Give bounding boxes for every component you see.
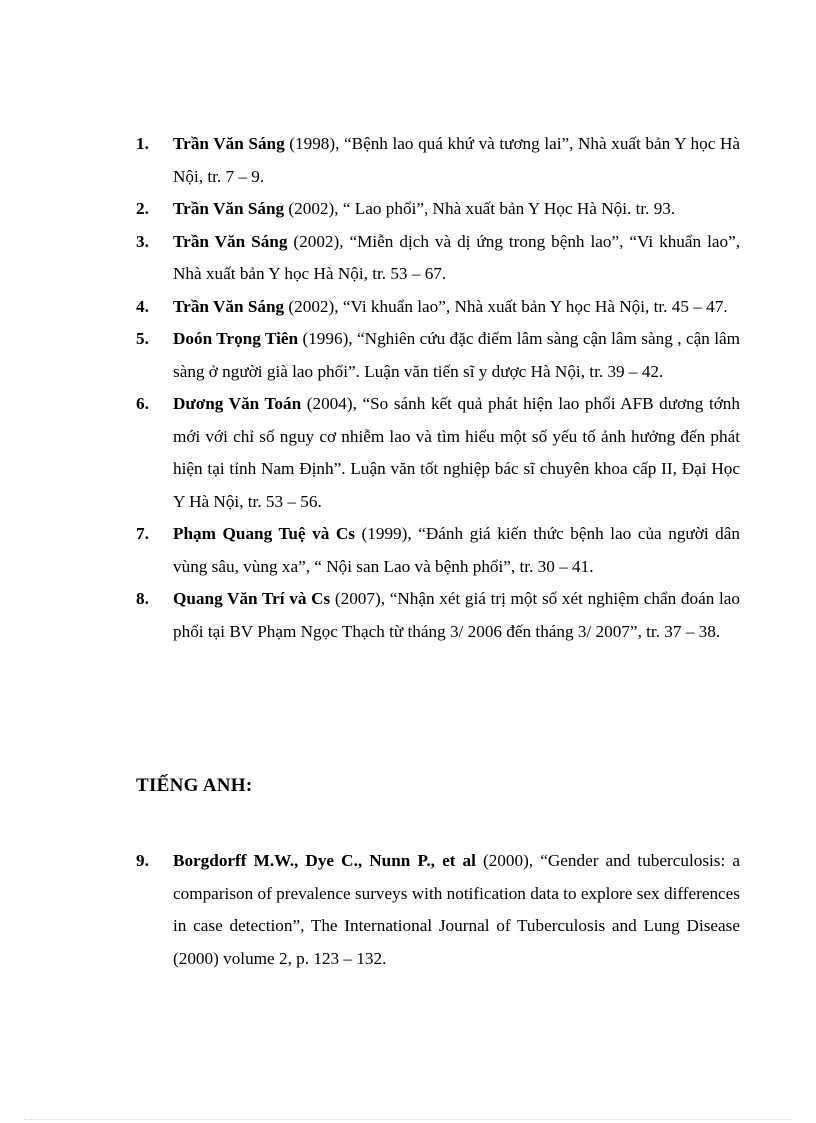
reference-item bbox=[136, 226, 740, 291]
vietnamese-reference-list bbox=[136, 128, 740, 648]
reference-author: Trần Văn Sáng bbox=[173, 231, 288, 251]
reference-number: 4. bbox=[136, 296, 149, 316]
reference-number: 9. bbox=[136, 851, 149, 870]
reference-item bbox=[136, 323, 740, 388]
reference-text: (2002), “ Lao phổi”, Nhà xuất bản Y Học Hà Nội. tr. 93. bbox=[284, 199, 676, 218]
reference-author: Trần Văn Sáng bbox=[173, 134, 285, 153]
reference-text: (2007), “Nhận xét giá trị một số xét nghiệm chẩn đoán lao phổi tại BV Phạm Ngọc Thạch từ tháng 3/ 2006 đến tháng 3/ 2007”, tr. 37 – 38. bbox=[173, 589, 741, 641]
reference-item bbox=[136, 193, 740, 226]
reference-text: (2002), “Vi khuẩn lao”, Nhà xuất bản Y học Hà Nội, tr. 45 – 47. bbox=[284, 296, 728, 316]
reference-text: (2002), “Miễn dịch và dị ứng trong bệnh lao”, “Vi khuẩn lao”, Nhà xuất bản Y học Hà Nội, tr. 53 – 67. bbox=[173, 231, 740, 283]
reference-text: (1999), “Đánh giá kiến thức bệnh lao của người dân vùng sâu, vùng xa”, “ Nội san Lao và bệnh phổi”, tr. 30 – 41. bbox=[173, 524, 740, 576]
section-heading-english: TIẾNG ANH: bbox=[136, 775, 253, 796]
reference-number: 1. bbox=[136, 134, 149, 153]
reference-item bbox=[136, 128, 740, 193]
reference-text: (2004), “So sánh kết quả phát hiện lao phổi AFB dương tớnh mới với chỉ số nguy cơ nhiễm lao và tìm hiểu một số yếu tố ảnh hưởng đến phát hiện tại tỉnh Nam Định”. Luận văn tốt nghiệp bác sĩ chuyên khoa cấp II, Đại Học Y Hà Nội, tr. 53 – 56. bbox=[173, 394, 740, 511]
reference-number: 5. bbox=[136, 329, 149, 348]
reference-item bbox=[136, 845, 740, 975]
reference-item bbox=[136, 583, 740, 648]
reference-number: 6. bbox=[136, 394, 149, 413]
reference-author: Phạm Quang Tuệ và Cs bbox=[173, 524, 355, 543]
reference-item bbox=[136, 518, 740, 583]
page-bottom-divider bbox=[24, 1119, 792, 1120]
reference-author: Trần Văn Sáng bbox=[173, 199, 285, 218]
reference-text: (2000), “Gender and tuberculosis: a comparison of prevalence surveys with notification data to explore sex differences in case detection”, The International Journal of Tuberculosis and Lung Disease (2000) volume 2, p. 123 – 132. bbox=[173, 851, 740, 968]
reference-author: Doón Trọng Tiên bbox=[173, 329, 299, 348]
reference-author: Quang Văn Trí và Cs bbox=[173, 589, 331, 608]
reference-number: 7. bbox=[136, 524, 149, 543]
reference-author: Dương Văn Toán bbox=[173, 394, 302, 413]
reference-number: 8. bbox=[136, 589, 149, 608]
reference-text: (1998), “Bệnh lao quá khứ và tương lai”, Nhà xuất bản Y học Hà Nội, tr. 7 – 9. bbox=[173, 134, 740, 186]
reference-item bbox=[136, 291, 740, 324]
reference-number: 2. bbox=[136, 199, 149, 218]
reference-author: Trần Văn Sáng bbox=[173, 296, 285, 316]
reference-text: (1996), “Nghiên cứu đặc điểm lâm sàng cận lâm sàng , cận lâm sàng ở người già lao phổi”. Luận văn tiến sĩ y dược Hà Nội, tr. 39 – 42. bbox=[173, 329, 740, 381]
reference-item bbox=[136, 388, 740, 518]
reference-number: 3. bbox=[136, 231, 149, 251]
reference-author: Borgdorff M.W., Dye C., Nunn P., et al bbox=[173, 851, 476, 870]
english-reference-list bbox=[136, 845, 740, 975]
